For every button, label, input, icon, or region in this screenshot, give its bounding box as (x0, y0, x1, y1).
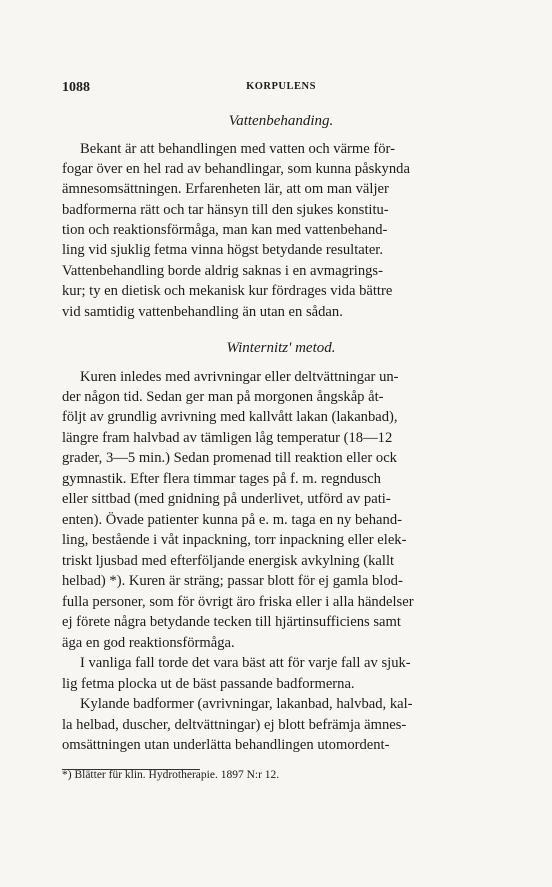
text-line: kur; ty en dietisk och mekanisk kur fördrages vida bättre (62, 283, 393, 299)
text-line: gymnastik. Efter flera timmar tages på f. m. regndusch (62, 471, 381, 487)
text-line: Kuren inledes med avrivningar eller deltvättningar un- (80, 369, 399, 385)
text-line: helbad) *). Kuren är sträng; passar blott för ej gamla blod- (62, 573, 403, 589)
text-line: grader, 3—5 min.) Sedan promenad till reaktion eller ock (62, 450, 397, 466)
text-line: Kylande badformer (avrivningar, lakanbad, halvbad, kal- (80, 696, 413, 712)
text-line: tion och reaktionsförmåga, man kan med vattenbehand- (62, 222, 388, 238)
text-line: la helbad, duscher, deltvättningar) ej blott befrämja ämnes- (62, 717, 407, 733)
text-line: följt av grundlig avrivning med kallvått lakan (lakanbad), (62, 409, 398, 425)
text-line: ämnesomsättningen. Erfarenheten lär, att om man väljer (62, 181, 389, 197)
page-header (62, 80, 500, 96)
section-heading-vattenbehandling: Vattenbehanding. (228, 113, 334, 129)
text-line: ling vid sjuklig fetma vinna högst betydande resultater. (62, 242, 383, 258)
text-line: ling, bestående i våt inpackning, torr inpackning eller elek- (62, 532, 407, 548)
text-line: eller sittbad (med gnidning på underlivet, utförd av pati- (62, 491, 391, 507)
text-line: Vattenbehandling borde aldrig saknas i en avmagrings- (62, 263, 383, 279)
text-line: badformerna rätt och tar hänsyn till den sjukes konstitu- (62, 202, 389, 218)
text-line: lig fetma plocka ut de bäst passande badformerna. (62, 676, 355, 692)
text-line: fogar över en hel rad av behandlingar, som kunna påskynda (62, 161, 410, 177)
text-line: omsättningen utan underlätta behandlingen utomordent- (62, 737, 390, 753)
footnote: *) Blätter für klin. Hydrotherapie. 1897 N:r 12. (62, 769, 280, 781)
text-line: äga en god reaktionsförmåga. (62, 635, 235, 651)
text-line: enten). Övade patienter kunna på e. m. taga en ny behand- (62, 512, 402, 528)
text-line: vid samtidig vattenbehandling än utan en sådan. (62, 304, 343, 320)
text-line: ej förete några betydande tecken till hjärtinsufficiens samt (62, 614, 401, 630)
text-line: längre fram halvbad av tämligen låg temperatur (18—12 (62, 430, 393, 446)
text-line: fulla personer, som för övrigt äro friska eller i alla händelser (62, 594, 414, 610)
page-number: 1088 (62, 80, 90, 95)
text-line: triskt ljusbad med efterföljande energisk avkylning (kallt (62, 553, 395, 569)
text-line: I vanliga fall torde det vara bäst att för varje fall av sjuk- (80, 655, 411, 671)
running-head: KORPULENS (246, 81, 316, 92)
text-line: der någon tid. Sedan ger man på morgonen ångskåp åt- (62, 389, 384, 405)
text-line: Bekant är att behandlingen med vatten och värme för- (80, 141, 395, 157)
section-heading-winternitz: Winternitz' metod. (226, 340, 336, 356)
